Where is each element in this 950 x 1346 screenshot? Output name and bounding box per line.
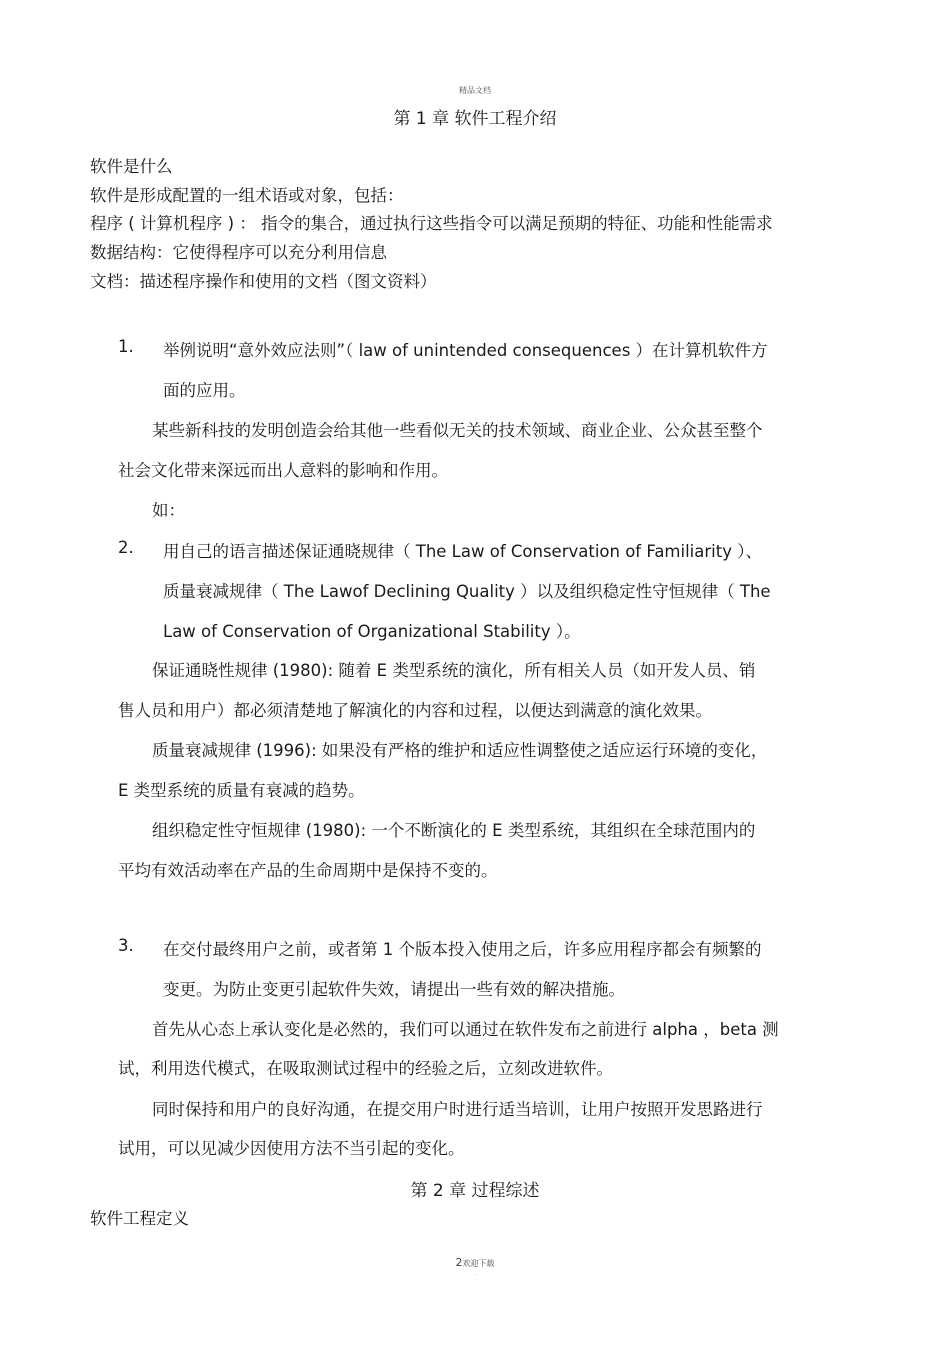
chapter-2-first-line: 软件工程定义 (90, 1209, 189, 1228)
question-number: 3. (118, 936, 134, 955)
chapter-1-title: 第 1 章 软件工程介绍 (393, 109, 557, 129)
answer-text: 社会文化带来深远而出人意料的影响和作用。 (118, 461, 448, 480)
footer-text: 欢迎下载 (462, 1259, 495, 1268)
page-number: 2 (455, 1256, 463, 1269)
question-text: 质量衰减规律（ The Lawof Declining Quality ）以及组织稳定性守恒规律（ The (163, 582, 771, 601)
answer-text: E 类型系统的质量有衰减的趋势。 (118, 781, 365, 800)
page-footer (0, 1256, 950, 1269)
answer-text: 试用，可以见减少因使用方法不当引起的变化。 (118, 1139, 465, 1158)
intro-line: 软件是什么 (90, 157, 173, 176)
question-text: Law of Conservation of Organizational Stability ）。 (163, 622, 581, 641)
answer-text: 质量衰减规律 (1996): 如果没有严格的维护和适应性调整使之适应运行环境的变化， (152, 741, 768, 760)
answer-text: 同时保持和用户的良好沟通，在提交用户时进行适当培训，让用户按照开发思路进行 (152, 1100, 763, 1119)
answer-text: 保证通晓性规律 (1980): 随着 E 类型系统的演化，所有相关人员（如开发人员、销 (152, 661, 756, 680)
intro-line: 程序 ( 计算机程序 ) ： 指令的集合，通过执行这些指令可以满足预期的特征、功能和性能需求 (90, 214, 773, 233)
answer-text: 某些新科技的发明创造会给其他一些看似无关的技术领域、商业企业、公众甚至整个 (152, 421, 763, 440)
answer-text: 售人员和用户）都必须清楚地了解演化的内容和过程，以便达到满意的演化效果。 (118, 701, 712, 720)
chapter-2-title: 第 2 章 过程综述 (410, 1181, 540, 1201)
answer-text: 平均有效活动率在产品的生命周期中是保持不变的。 (118, 861, 498, 880)
answer-text: 试，利用迭代模式，在吸取测试过程中的经验之后，立刻改进软件。 (118, 1059, 613, 1078)
question-text: 用自己的语言描述保证通晓规律（ The Law of Conservation of Familiarity ）、 (163, 542, 762, 561)
page-header: 精品文档 (459, 86, 491, 95)
question-text: 举例说明“意外效应法则”（ law of unintended consequences ）在计算机软件方 (163, 341, 768, 360)
question-number: 1. (118, 337, 134, 356)
question-text: 变更。为防止变更引起软件失效，请提出一些有效的解决措施。 (163, 980, 625, 999)
question-number: 2. (118, 538, 134, 557)
answer-text: 首先从心态上承认变化是必然的，我们可以通过在软件发布之前进行 alpha ，beta 测 (152, 1020, 779, 1039)
answer-text: 如： (152, 501, 185, 520)
answer-text: 组织稳定性守恒规律 (1980): 一个不断演化的 E 类型系统，其组织在全球范围内的 (152, 821, 756, 840)
question-text: 面的应用。 (163, 381, 246, 400)
footer-dot: . (474, 1270, 476, 1277)
intro-line: 文档：描述程序操作和使用的文档（图文资料） (90, 272, 437, 291)
question-text: 在交付最终用户之前，或者第 1 个版本投入使用之后，许多应用程序都会有频繁的 (163, 940, 762, 959)
intro-line: 数据结构：它使得程序可以充分利用信息 (90, 243, 387, 262)
intro-line: 软件是形成配置的一组术语或对象，包括： (90, 186, 404, 205)
